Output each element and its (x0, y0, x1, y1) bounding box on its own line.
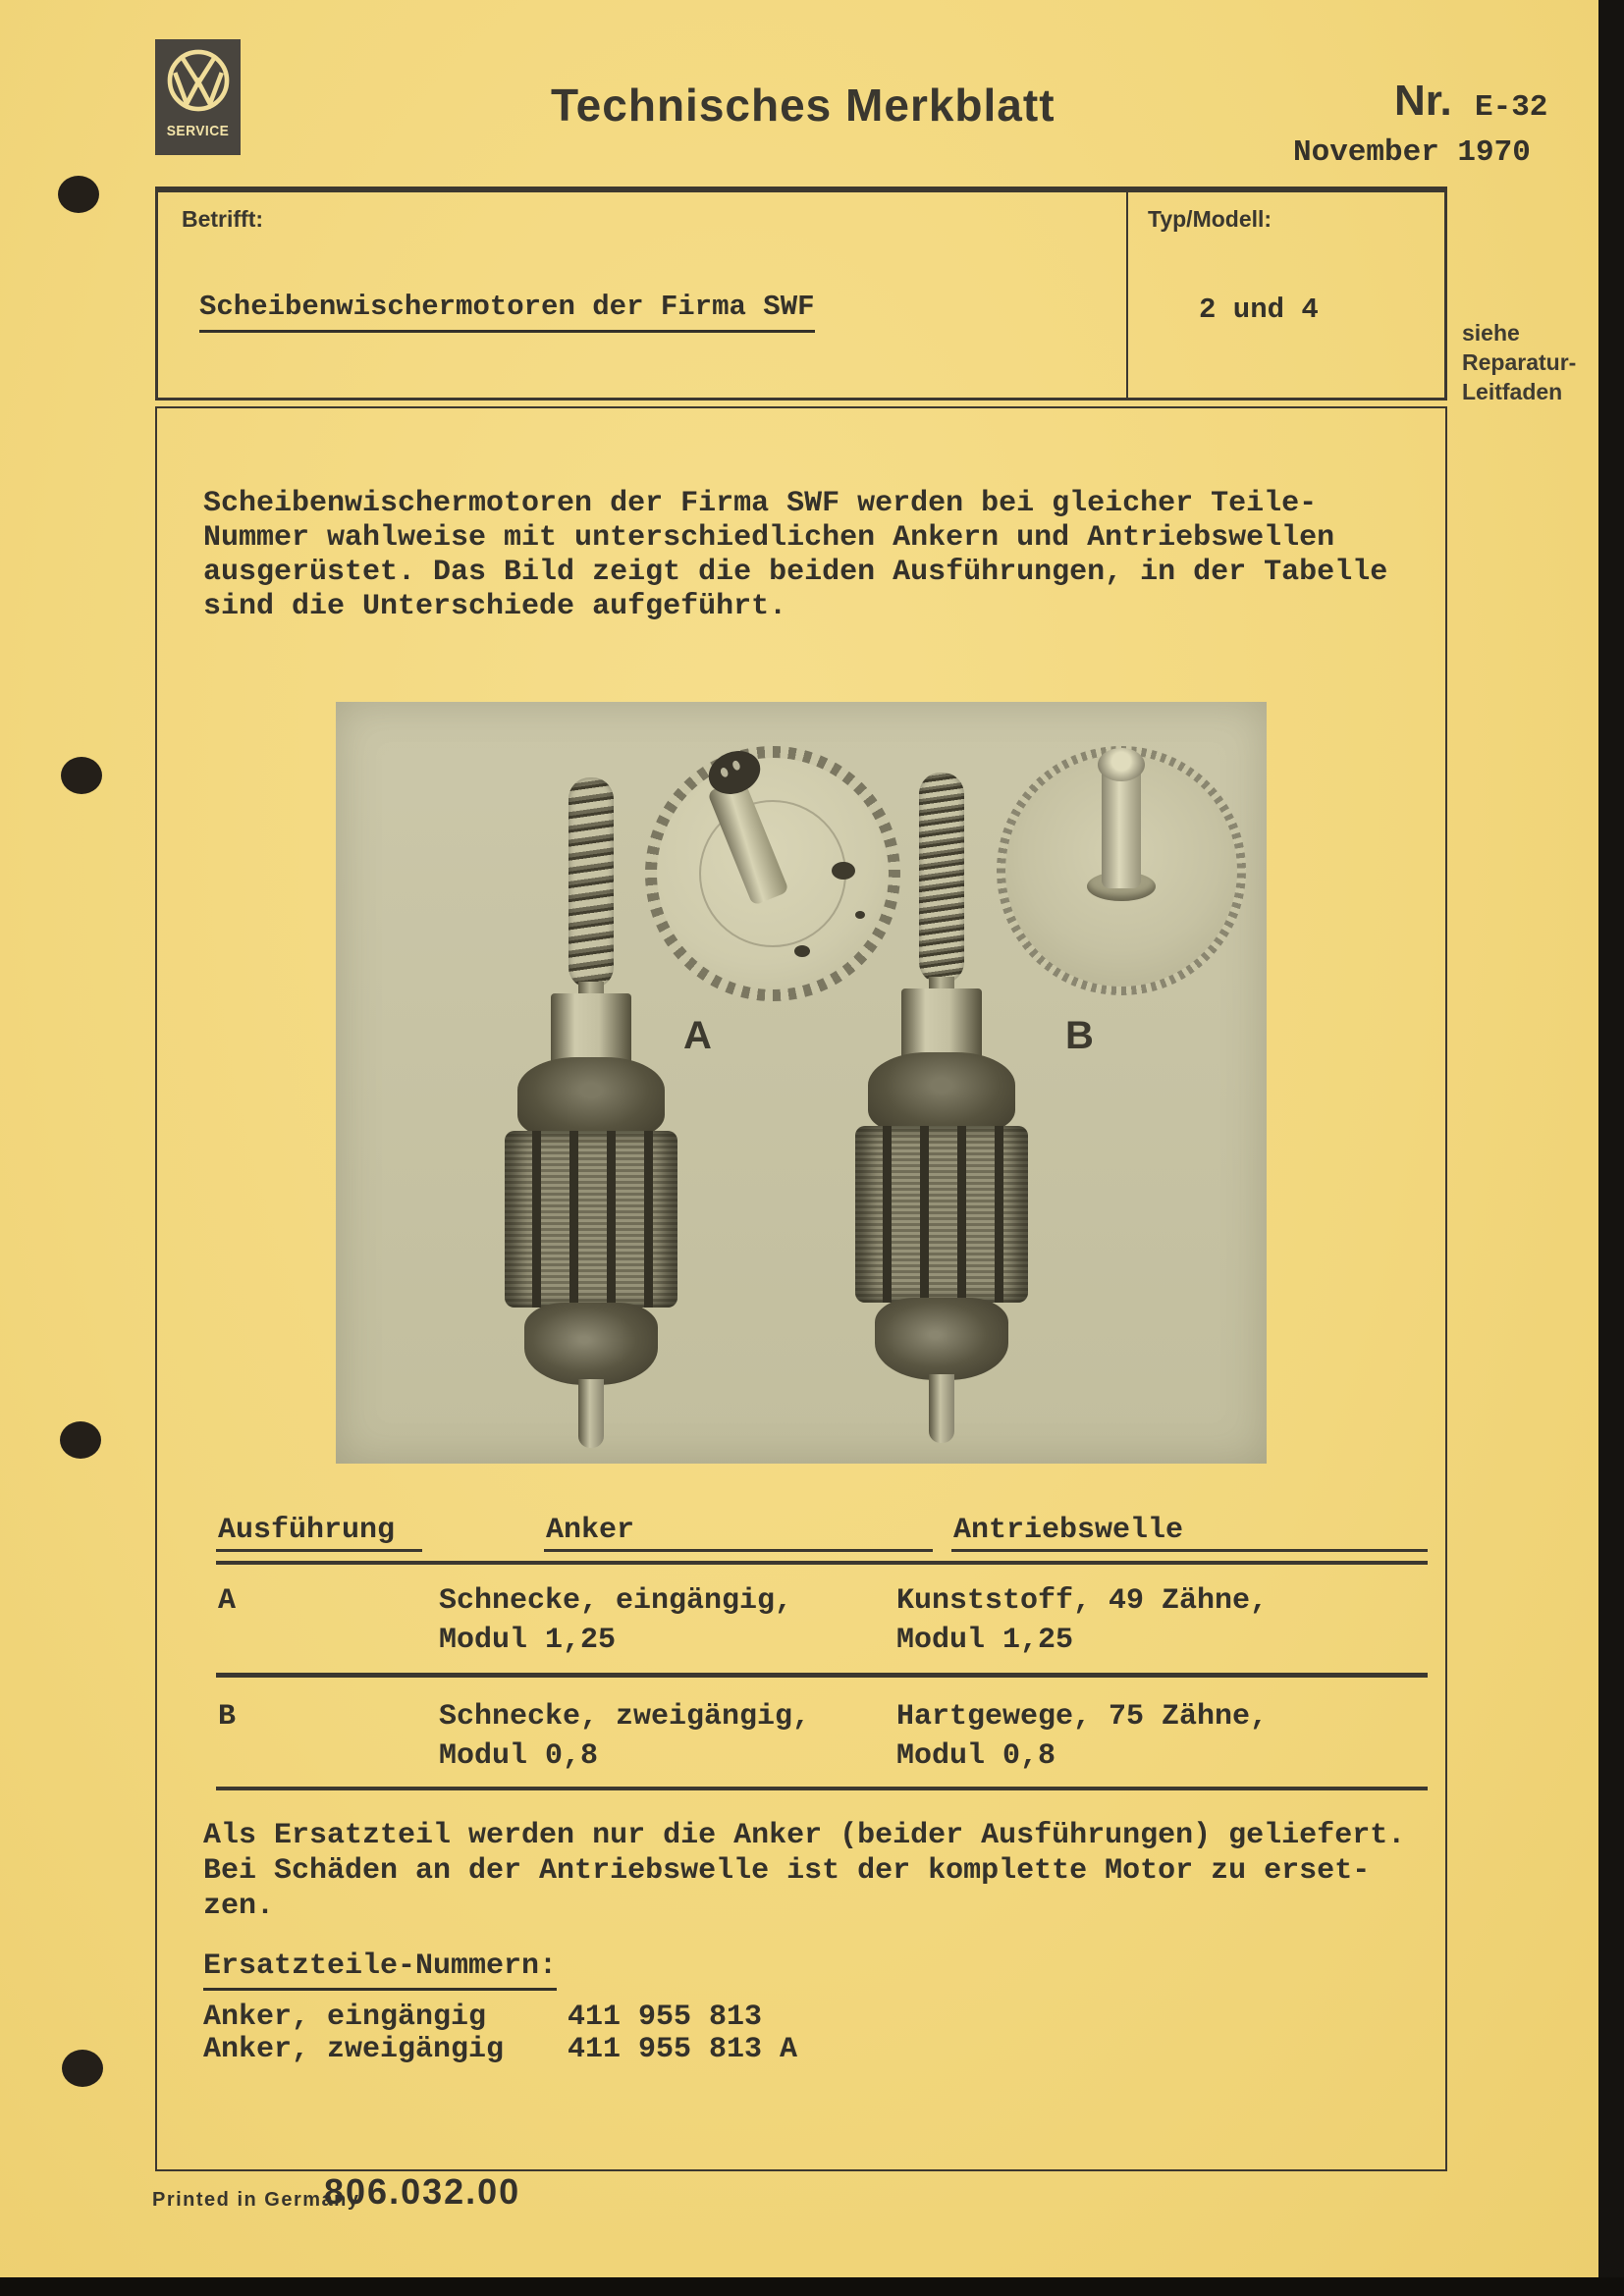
content-box (155, 406, 1447, 2171)
shaft-tip (929, 1374, 954, 1443)
table-cell: Modul 1,25 (439, 1624, 617, 1657)
form-code: 806.032.00 (324, 2171, 521, 2212)
winding-head (868, 1052, 1015, 1135)
part-label: Anker, zweigängig (203, 2033, 505, 2066)
armature-b (855, 756, 1028, 1443)
worm-shaft-double (919, 773, 964, 984)
table-rule (216, 1787, 1428, 1790)
table-cell: Kunststoff, 49 Zähne, (896, 1584, 1269, 1618)
typ-modell-label: Typ/Modell: (1148, 206, 1272, 232)
punch-hole (62, 2050, 103, 2087)
document-title: Technisches Merkblatt (551, 80, 1056, 131)
scan-edge-bottom (0, 2277, 1624, 2296)
model-field: 2 und 4 (1199, 294, 1319, 326)
header-underline (216, 1549, 422, 1552)
table-cell: Hartgewege, 75 Zähne, (896, 1700, 1269, 1734)
notes-line: zen. (203, 1890, 275, 1923)
intro-paragraph (203, 487, 1387, 624)
header-underline (544, 1549, 933, 1552)
column-header-antriebswelle: Antriebswelle (953, 1514, 1184, 1547)
issue-date: November 1970 (1293, 135, 1531, 170)
rotor-slot (995, 1126, 1003, 1303)
figure-label-a: A (683, 1014, 712, 1057)
subject-field: Scheibenwischermotoren der Firma SWF (199, 291, 815, 333)
betrifft-label: Betrifft: (182, 206, 264, 232)
armature-collar (551, 993, 631, 1064)
intro-line: Nummer wahlweise mit unterschiedlichen Ankern und Antriebswellen (203, 521, 1335, 555)
figure-label-b: B (1065, 1014, 1094, 1057)
gear-spot (794, 945, 810, 957)
intro-line: ausgerüstet. Das Bild zeigt die beiden Ausführungen, in der Tabelle (203, 556, 1388, 589)
table-rule (216, 1561, 1428, 1565)
part-number: 411 955 813 A (568, 2033, 798, 2066)
rotor-slot (957, 1126, 966, 1303)
rotor-slot (607, 1131, 616, 1308)
vw-service-badge (155, 39, 241, 155)
side-note (1462, 318, 1576, 406)
scan-edge-right (1598, 0, 1624, 2296)
table-cell: Schnecke, eingängig, (439, 1584, 793, 1618)
table-cell: B (218, 1700, 237, 1734)
rotor-slot (569, 1131, 578, 1308)
armature-collar (901, 988, 982, 1059)
notes-paragraph (203, 1818, 1405, 1924)
hub-highlight (731, 760, 741, 772)
gear-b-hub-cap (1098, 748, 1145, 781)
punch-hole (58, 176, 99, 213)
part-label: Anker, eingängig (203, 2001, 487, 2034)
printed-in-germany: Printed in Germany (152, 2189, 360, 2211)
rotor-slot (883, 1126, 892, 1303)
side-note-line: Leitfaden (1462, 379, 1563, 404)
rotor-body (505, 1131, 677, 1308)
subject-box (155, 187, 1447, 400)
winding-bottom (875, 1298, 1008, 1380)
bulletin-number: E-32 (1475, 90, 1548, 125)
worm-shaft-single (568, 777, 614, 988)
shaft-tip (578, 1379, 604, 1448)
table-cell: Modul 0,8 (439, 1739, 599, 1773)
spare-parts-heading: Ersatzteile-Nummern: (203, 1949, 557, 1991)
notes-line: Bei Schäden an der Antriebswelle ist der komplette Motor zu erset- (203, 1854, 1371, 1888)
notes-line: Als Ersatzteil werden nur die Anker (beider Ausführungen) geliefert. (203, 1819, 1406, 1852)
side-note-line: siehe (1462, 320, 1520, 346)
service-label: SERVICE (166, 123, 230, 139)
punch-hole (61, 757, 102, 794)
part-number: 411 955 813 (568, 2001, 763, 2034)
gear-b (997, 746, 1246, 995)
vw-logo-icon (166, 48, 231, 118)
column-header-ausfuehrung: Ausführung (218, 1514, 396, 1547)
side-note-line: Reparatur- (1462, 349, 1577, 375)
bulletin-number-label: Nr. (1394, 77, 1452, 125)
winding-head (517, 1057, 665, 1140)
hub-highlight (720, 767, 730, 778)
column-header-anker: Anker (546, 1514, 635, 1547)
table-cell: Modul 0,8 (896, 1739, 1056, 1773)
intro-line: Scheibenwischermotoren der Firma SWF werden bei gleicher Teile- (203, 487, 1318, 520)
armature-a (505, 761, 677, 1448)
rotor-body (855, 1126, 1028, 1303)
winding-bottom (524, 1303, 658, 1385)
rotor-slot (532, 1131, 541, 1308)
rotor-slot (644, 1131, 653, 1308)
armature-photo (336, 702, 1267, 1464)
rotor-slot (920, 1126, 929, 1303)
table-cell: A (218, 1584, 237, 1618)
table-cell: Schnecke, zweigängig, (439, 1700, 811, 1734)
subject-box-divider (1126, 192, 1128, 398)
gear-spot (832, 862, 855, 880)
table-rule (216, 1673, 1428, 1678)
table-cell: Modul 1,25 (896, 1624, 1074, 1657)
intro-line: sind die Unterschiede aufgeführt. (203, 590, 787, 623)
punch-hole (60, 1421, 101, 1459)
header-underline (951, 1549, 1428, 1552)
